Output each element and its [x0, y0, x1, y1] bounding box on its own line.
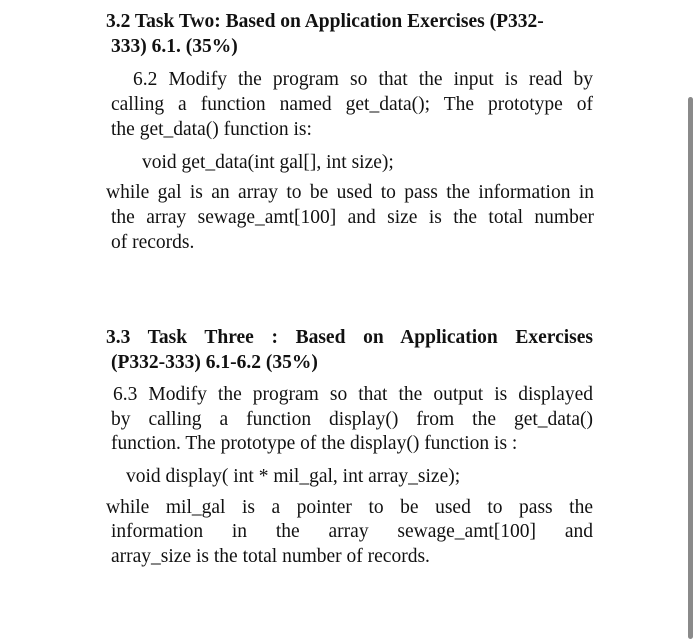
section-3-3-paragraph-1-line-1: 6.3 Modify the program so that the output is displayed — [113, 384, 593, 405]
section-3-2-prototype: void get_data(int gal[], int size); — [142, 152, 394, 173]
vertical-scrollbar[interactable] — [688, 97, 693, 639]
section-3-2-heading-line-1: 3.2 Task Two: Based on Application Exercises (P332- — [106, 11, 544, 32]
section-3-2-paragraph-2-line-3: of records. — [111, 232, 195, 253]
section-3-2-paragraph-2-line-1: while gal is an array to be used to pass the information in — [106, 182, 594, 203]
section-3-3-paragraph-2-line-2: information in the array sewage_amt[100] and — [111, 521, 593, 542]
section-3-3-paragraph-2-line-3: array_size is the total number of records. — [111, 546, 430, 567]
section-3-3-paragraph-1-line-3: function. The prototype of the display() function is : — [111, 433, 518, 454]
section-3-3-prototype: void display( int * mil_gal, int array_size); — [126, 466, 461, 487]
section-3-2-paragraph-1-line-3: the get_data() function is: — [111, 119, 312, 140]
section-3-2-paragraph-1-line-2: calling a function named get_data(); The prototype of — [111, 94, 593, 115]
section-3-3-paragraph-1-line-2: by calling a function display() from the get_data() — [111, 409, 593, 430]
section-3-2-paragraph-2-line-2: the array sewage_amt[100] and size is the total number — [111, 207, 594, 228]
section-3-3-heading-line-1: 3.3 Task Three : Based on Application Exercises — [106, 327, 593, 348]
section-3-3-paragraph-2-line-1: while mil_gal is a pointer to be used to pass the — [106, 497, 593, 518]
section-3-3-heading-line-2: (P332-333) 6.1-6.2 (35%) — [111, 352, 318, 373]
section-3-2-paragraph-1-line-1: 6.2 Modify the program so that the input is read by — [133, 69, 593, 90]
section-3-2-heading-line-2: 333) 6.1. (35%) — [111, 36, 238, 57]
